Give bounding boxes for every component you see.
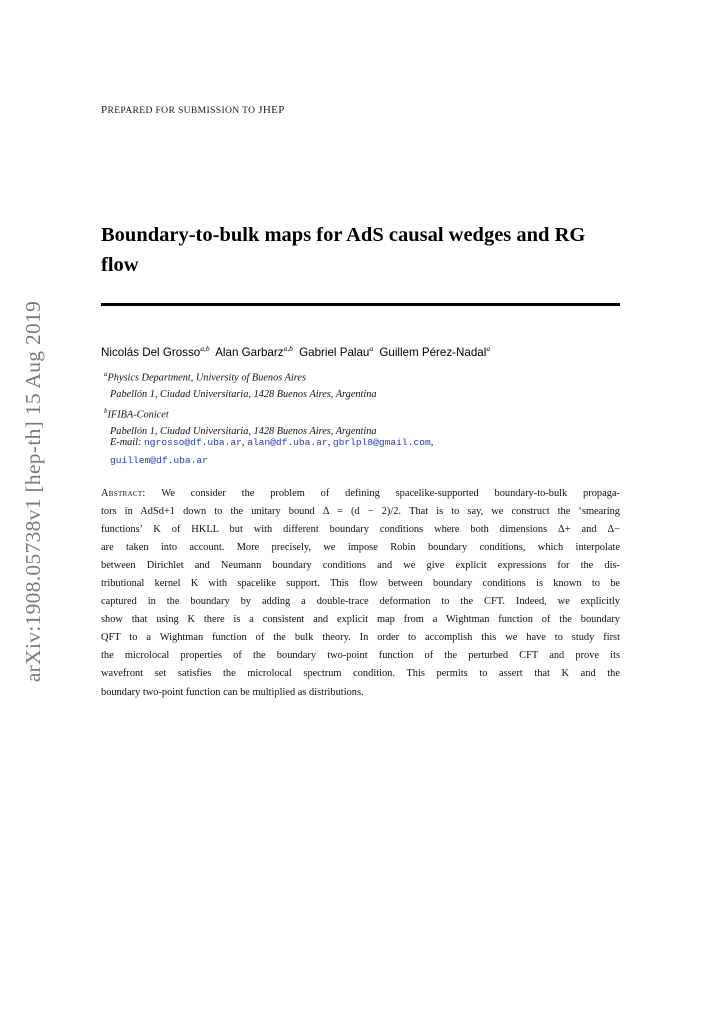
abstract-line: boundary two-point function can be multiplied as distributions.: [101, 686, 364, 698]
author: Guillem Pérez-Nadal$^a$: [379, 344, 491, 359]
abstract-line: the microlocal properties of the boundary two-point function of the perturbed CFT and prove its: [101, 650, 620, 662]
author: Gabriel Palau$^a$: [299, 344, 374, 359]
abstract-line: QFT to a Wightman function of the bulk theory. In order to accomplish this we have to study first: [101, 632, 620, 644]
abstract-line: Abstract: We consider the problem of defining spacelike-supported boundary-to-bulk propaga-: [101, 488, 620, 499]
abstract-heading: Abstract:: [101, 488, 146, 499]
abstract-line: tributional kernel K with spacelike support. This flow between boundary conditions is known to be: [101, 578, 620, 590]
affiliation-address: Pabellón 1, Ciudad Universitaria, 1428 Buenos Aires, Argentina: [110, 388, 377, 400]
email-link[interactable]: ngrosso@df.uba.ar: [144, 437, 242, 448]
abstract-line: captured in the boundary by adding a double-trace deformation to the CFT. Indeed, we explicitly: [101, 596, 620, 608]
submission-header: PREPARED FOR SUBMISSION TO JHEP: [101, 104, 285, 116]
paper-title: Boundary-to-bulk maps for AdS causal wedges and RG flow: [101, 224, 586, 276]
abstract: [101, 485, 620, 702]
affiliation-name: $^a$Physics Department, University of Buenos Aires: [104, 370, 306, 384]
email-link[interactable]: alan@df.uba.ar: [247, 437, 328, 448]
abstract-line: are taken into account. More precisely, we impose Robin boundary conditions, which interpolate: [101, 542, 620, 554]
author: Alan Garbarz$^{a,b}$: [215, 344, 293, 359]
arxiv-stamp: [18, 290, 50, 692]
abstract-line: tors in AdSd+1 down to the unitary bound Δ = (d − 2)/2. That is to say, we construct the ‘smearing: [101, 506, 620, 518]
abstract-line: between Dirichlet and Neumann boundary conditions and we give explicit expressions for the dis-: [101, 560, 620, 572]
email-block: E-mail: ngrosso@df.uba.ar, alan@df.uba.ar, gbrlpl8@gmail.com, guillem@df.uba.ar: [110, 437, 434, 466]
abstract-line: show that using K there is a consistent and explicit map from a Wightman function of the boundary: [101, 614, 620, 626]
author-list: [101, 344, 493, 359]
affiliations: [104, 366, 377, 441]
author: Nicolás Del Grosso$^{a,b}$: [101, 344, 210, 359]
title-divider: [101, 303, 620, 306]
abstract-line: functions’ K of HKLL but with different boundary conditions where both dimensions Δ+ and Δ−: [101, 524, 620, 536]
affiliation-address: Pabellón 1, Ciudad Universitaria, 1428 Buenos Aires, Argentina: [110, 426, 377, 438]
email-link[interactable]: guillem@df.uba.ar: [110, 455, 208, 466]
abstract-line: wavefront set satisfies the microlocal spectrum condition. This permits to assert that K and the: [101, 668, 620, 680]
arxiv-identifier: arXiv:1908.05738v1 [hep-th] 15 Aug 2019: [21, 300, 46, 682]
email-link[interactable]: gbrlpl8@gmail.com: [332, 437, 431, 448]
email-label: E-mail:: [110, 437, 142, 448]
affiliation-name: $^b$IFIBA-Conicet: [104, 407, 169, 421]
